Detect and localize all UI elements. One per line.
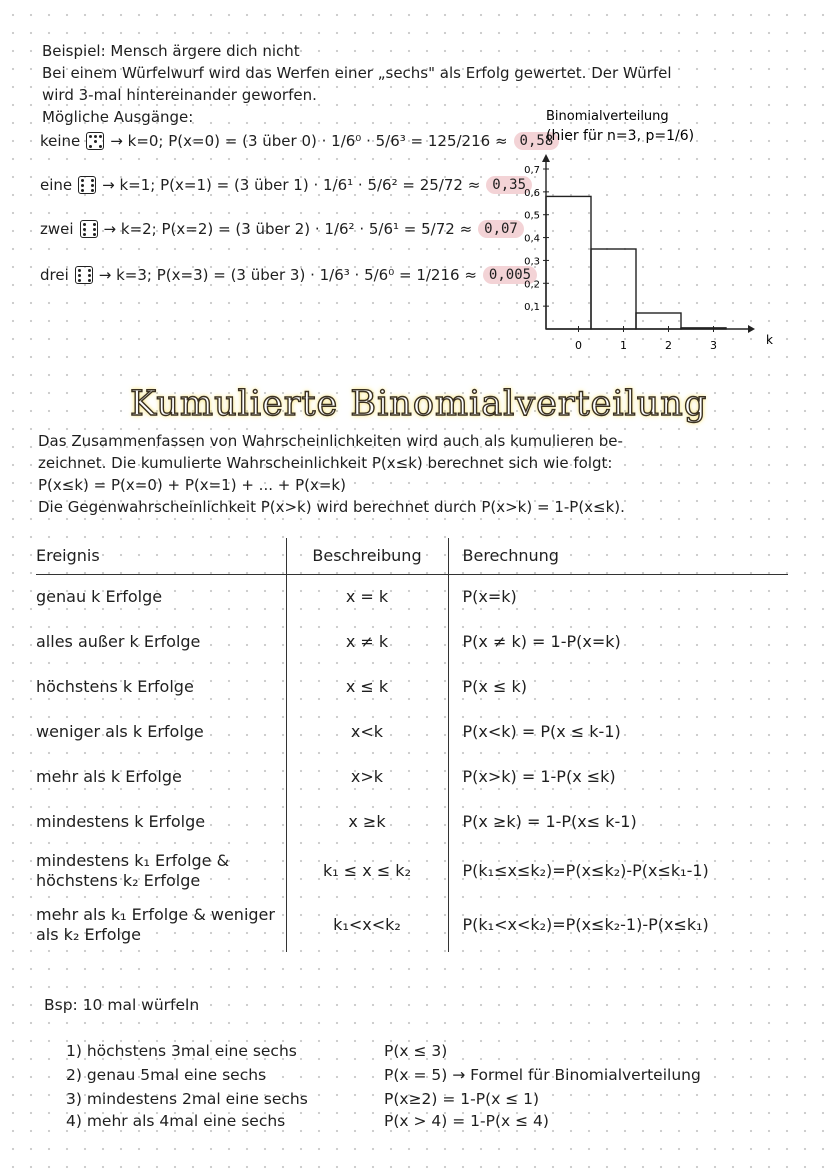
outcome-value: 0,58: [514, 132, 560, 150]
example-item-text: 4) mehr als 4mal eine sechs: [66, 1112, 286, 1130]
bar: [546, 196, 591, 329]
x-tick-label: 3: [710, 339, 717, 352]
die-six-icon: [78, 176, 96, 194]
body-line-4: Die Gegenwahrscheinlichkeit P(x>k) wird berechnet durch P(x>k) = 1-P(x≤k).: [38, 498, 625, 516]
cell-description: x = k: [286, 574, 448, 619]
y-tick-label: 0,2: [524, 279, 540, 291]
chart-subtitle: (hier für n=3, p=1/6): [546, 128, 695, 144]
cell-calculation: P(x<k) = P(x ≤ k-1): [462, 722, 621, 741]
table-row: [36, 664, 788, 709]
header-description: Beschreibung: [286, 538, 448, 574]
table-row: [36, 898, 788, 952]
example-item-calc: P(x > 4) = 1-P(x ≤ 4): [384, 1112, 549, 1130]
outcome-label: eine: [40, 176, 73, 194]
binomial-chart: [508, 104, 808, 354]
cell-calculation: P(x ≠ k) = 1-P(x=k): [462, 632, 621, 651]
cell-calculation: P(x=k): [462, 587, 517, 607]
outcome-label: drei: [40, 266, 69, 284]
example-item-text: 1) höchstens 3mal eine sechs: [66, 1042, 297, 1060]
cell-description: x>k: [286, 754, 448, 799]
y-axis-arrow-icon: [542, 154, 550, 162]
table-row: [36, 709, 788, 754]
page-title: Kumulierte Binomialverteilung: [130, 384, 708, 424]
cell-event: höchstens k Erfolge: [36, 677, 194, 696]
outcome-value: 0,07: [478, 220, 524, 238]
cell-description: k₁ ≤ x ≤ k₂: [286, 844, 448, 898]
y-tick-label: 0,1: [524, 302, 540, 314]
example-item-calc: P(x≥2) = 1-P(x ≤ 1): [384, 1090, 540, 1108]
cell-description: x ≤ k: [286, 664, 448, 709]
cell-calculation: P(x>k) = 1-P(x ≤k): [462, 767, 616, 786]
cell-event: weniger als k Erfolge: [36, 722, 204, 741]
x-axis-arrow-icon: [748, 325, 755, 333]
cell-calculation: P(k₁<x<k₂)=P(x≤k₂-1)-P(x≤k₁): [462, 915, 709, 934]
die-six-icon: [80, 220, 98, 238]
outcome-label: zwei: [40, 220, 74, 238]
table-row: [36, 619, 788, 664]
outcome-formula: → k=3; P(x=3) = (3 über 3) · 1/6³ · 5/6⁰ = 1/216 ≈: [98, 266, 477, 284]
die-six-icon: [75, 266, 93, 284]
intro-line-4: Mögliche Ausgänge:: [42, 108, 194, 126]
outcome-row: [40, 132, 559, 150]
table-header-row: [36, 538, 788, 574]
intro-line-3: wird 3-mal hintereinander geworfen.: [42, 86, 317, 104]
y-tick-label: 0,4: [524, 233, 540, 245]
cell-event: mindestens k Erfolge: [36, 812, 206, 831]
example-item-calc: P(x ≤ 3): [384, 1042, 448, 1060]
x-axis-label: k: [766, 333, 773, 347]
outcome-value: 0,35: [486, 176, 532, 194]
bar: [636, 313, 681, 329]
cell-event: mindestens k₁ Erfolge & höchstens k₂ Erfolge: [36, 851, 230, 890]
cell-event: mehr als k₁ Erfolge & weniger als k₂ Erfolge: [36, 905, 275, 944]
die-three-icon: [86, 132, 104, 150]
example-item-text: 2) genau 5mal eine sechs: [66, 1066, 267, 1084]
cell-description: x<k: [286, 709, 448, 754]
header-calculation: Berechnung: [448, 538, 788, 574]
cell-calculation: P(x ≥k) = 1-P(x≤ k-1): [462, 812, 637, 831]
body-line-3: P(x≤k) = P(x=0) + P(x=1) + ... + P(x=k): [38, 476, 346, 494]
y-tick-label: 0,3: [524, 256, 540, 268]
outcome-label: keine: [40, 132, 81, 150]
table-row: [36, 844, 788, 898]
example-item-calc: P(x = 5) → Formel für Binomialverteilung: [384, 1066, 701, 1084]
table-row: [36, 574, 788, 619]
outcome-row: [40, 176, 532, 194]
x-tick-label: 2: [665, 339, 672, 352]
body-line-2: zeichnet. Die kumulierte Wahrscheinlichkeit P(x≤k) berechnet sich wie folgt:: [38, 454, 613, 472]
cell-description: k₁<x<k₂: [286, 898, 448, 952]
cell-calculation: P(k₁≤x≤k₂)=P(x≤k₂)-P(x≤k₁-1): [462, 861, 709, 880]
cell-event: genau k Erfolge: [36, 587, 163, 607]
bar: [591, 249, 636, 329]
cell-calculation: P(x ≤ k): [462, 677, 527, 696]
cell-description: x ≠ k: [286, 619, 448, 664]
example-item-text: 3) mindestens 2mal eine sechs: [66, 1090, 308, 1108]
bar: [681, 328, 726, 329]
table-row: [36, 754, 788, 799]
outcome-formula: → k=1; P(x=1) = (3 über 1) · 1/6¹ · 5/6² = 25/72 ≈: [102, 176, 481, 194]
y-tick-label: 0,5: [524, 210, 540, 222]
intro-title: Beispiel: Mensch ärgere dich nicht: [42, 42, 300, 60]
events-table: [36, 538, 788, 952]
body-line-1: Das Zusammenfassen von Wahrscheinlichkeiten wird auch als kumulieren be-: [38, 432, 623, 450]
chart-title: Binomialverteilung: [546, 109, 669, 124]
x-tick-label: 1: [620, 339, 627, 352]
table-row: [36, 799, 788, 844]
outcome-formula: → k=0; P(x=0) = (3 über 0) · 1/6⁰ · 5/6³ = 125/216 ≈: [110, 132, 508, 150]
x-tick-label: 0: [575, 339, 582, 352]
outcome-value: 0,005: [483, 266, 537, 284]
cell-event: alles außer k Erfolge: [36, 632, 201, 651]
outcome-row: [40, 266, 537, 284]
outcome-formula: → k=2; P(x=2) = (3 über 2) · 1/6² · 5/6¹ = 5/72 ≈: [103, 220, 473, 238]
cell-description: x ≥k: [286, 799, 448, 844]
y-tick-label: 0,6: [524, 187, 540, 199]
cell-event: mehr als k Erfolge: [36, 767, 182, 786]
example-title: Bsp: 10 mal würfeln: [44, 996, 200, 1014]
header-event: Ereignis: [36, 538, 286, 574]
intro-line-2: Bei einem Würfelwurf wird das Werfen einer „sechs" als Erfolg gewertet. Der Würfel: [42, 64, 672, 82]
outcome-row: [40, 220, 524, 238]
y-tick-label: 0,7: [524, 165, 540, 176]
